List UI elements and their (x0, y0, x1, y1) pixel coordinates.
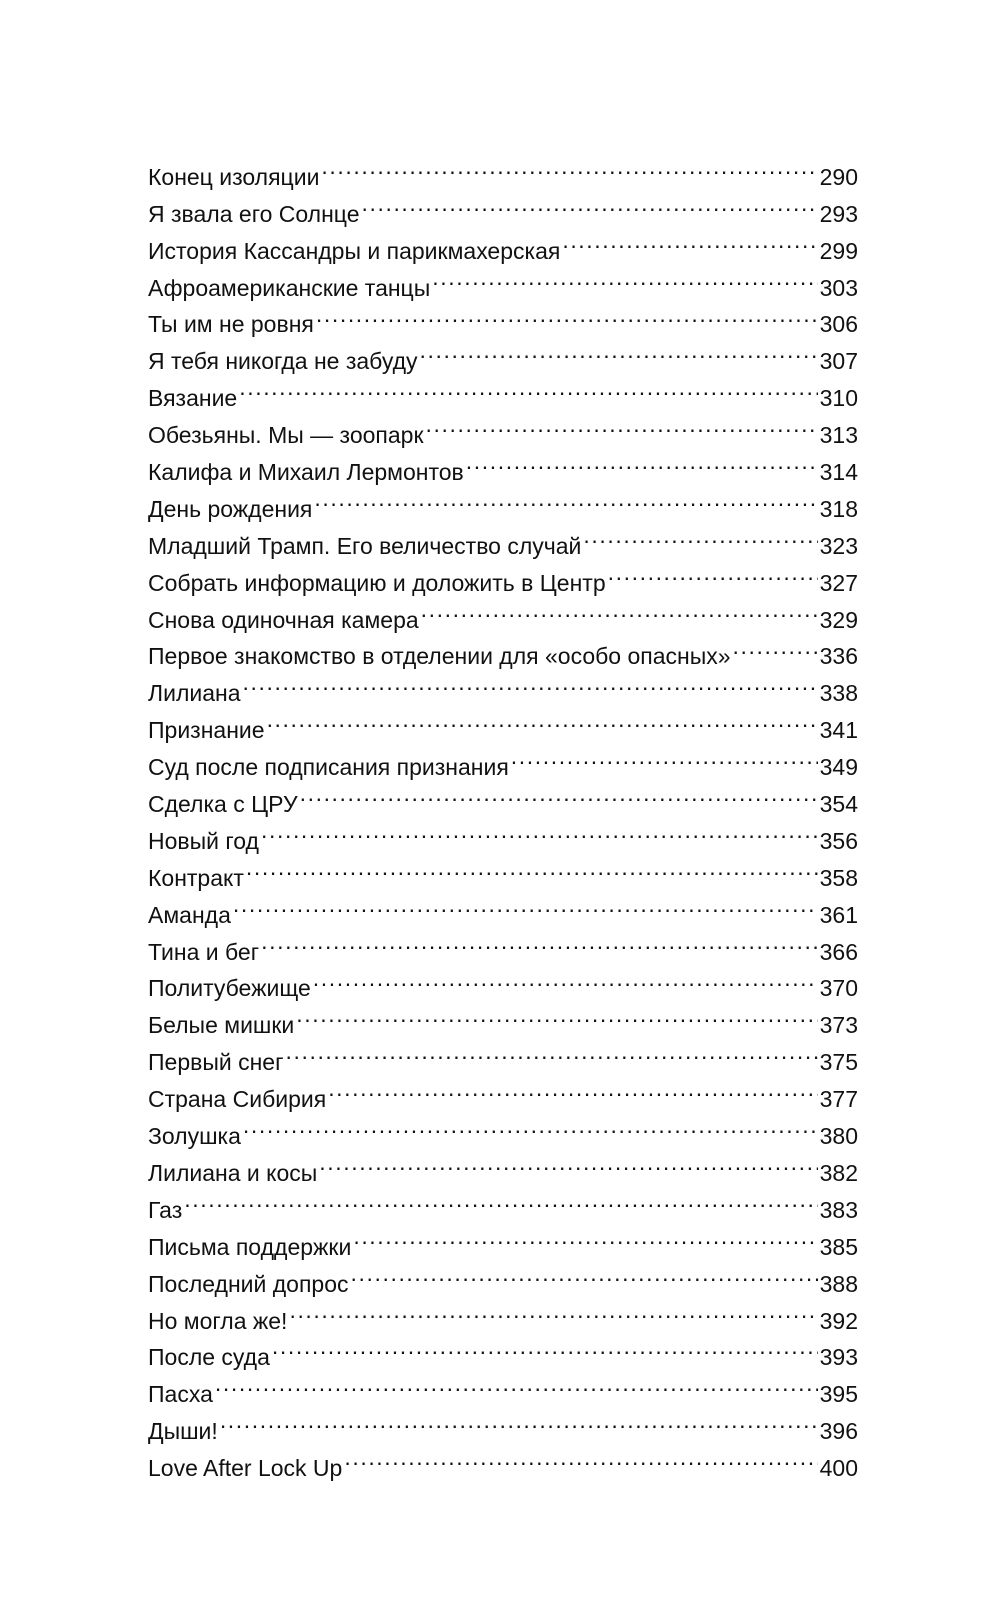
toc-entry-page: 385 (819, 1233, 858, 1260)
toc-entry-title: Пасха (148, 1381, 213, 1408)
dot-leader (608, 554, 818, 591)
toc-entry-title: Первое знакомство в отделении для «особо опасных» (148, 643, 731, 670)
toc-entry (148, 1144, 858, 1186)
toc-entry-title: После суда (148, 1344, 270, 1371)
dot-leader (314, 480, 817, 517)
toc-entry-page: 310 (819, 385, 858, 412)
toc-entry-page: 290 (819, 163, 858, 190)
toc-entry-page: 336 (819, 643, 858, 670)
dot-leader (184, 1181, 817, 1218)
toc-entry-page: 396 (819, 1418, 858, 1445)
toc-entry-title: Но могла же! (148, 1307, 288, 1334)
toc-entry-page: 323 (819, 532, 858, 559)
toc-entry (148, 886, 858, 928)
toc-entry-page: 341 (819, 717, 858, 744)
toc-entry-page: 349 (819, 754, 858, 781)
toc-entry-page: 303 (819, 274, 858, 301)
dot-leader (272, 1329, 818, 1366)
dot-leader (296, 996, 817, 1033)
dot-leader (215, 1365, 818, 1402)
dot-leader (233, 886, 818, 923)
dot-leader (239, 369, 817, 406)
dot-leader (328, 1070, 817, 1107)
dot-leader (562, 222, 817, 259)
dot-leader (316, 296, 818, 333)
toc-entry-page: 307 (819, 348, 858, 375)
toc-entry-page: 306 (819, 311, 858, 338)
dot-leader (583, 517, 817, 554)
dot-leader (267, 701, 818, 738)
toc-entry (148, 369, 858, 412)
toc-entry (148, 1402, 858, 1445)
toc-entry-page: 293 (819, 200, 858, 227)
toc-entry-title: Конец изоляции (148, 163, 320, 190)
toc-entry-title: Сделка с ЦРУ (148, 791, 298, 818)
toc-entry-title: Я звала его Солнце (148, 200, 360, 227)
toc-entry (148, 1439, 858, 1482)
toc-entry-title: Новый год (148, 827, 259, 854)
toc-entry-page: 375 (819, 1049, 858, 1076)
dot-leader (351, 1255, 818, 1292)
toc-entry-title: Love After Lock Up (148, 1455, 343, 1482)
toc-entry-title: Золушка (148, 1123, 241, 1150)
toc-entry-title: История Кассандры и парикмахерская (148, 237, 561, 264)
toc-entry-title: Афроамериканские танцы (148, 274, 431, 301)
toc-entry-title: День рождения (148, 495, 313, 522)
dot-leader (511, 738, 818, 775)
toc-entry-page: 366 (819, 938, 858, 965)
toc-entry (148, 1365, 858, 1408)
toc-entry-page: 358 (819, 864, 858, 891)
toc-entry-page: 354 (819, 791, 858, 818)
dot-leader (313, 960, 818, 997)
toc-entry-page: 299 (819, 237, 858, 264)
toc-entry-title: Газ (148, 1196, 183, 1223)
dot-leader (733, 628, 818, 665)
toc-entry-title: Собрать информацию и доложить в Центр (148, 569, 606, 596)
toc-entry-title: Обезьяны. Мы — зоопарк (148, 422, 424, 449)
toc-entry-title: Лилиана (148, 680, 241, 707)
table-of-contents (148, 148, 858, 1482)
dot-leader (261, 812, 818, 849)
toc-entry-page: 393 (819, 1344, 858, 1371)
dot-leader (246, 849, 818, 886)
dot-leader (285, 1033, 817, 1070)
toc-entry-title: Письма поддержки (148, 1233, 352, 1260)
toc-entry-title: Младший Трамп. Его величество случай (148, 532, 582, 559)
toc-entry-title: Ты им не ровня (148, 311, 314, 338)
dot-leader (300, 775, 818, 812)
dot-leader (319, 1144, 817, 1181)
toc-entry (148, 1218, 858, 1260)
toc-entry-title: Калифа и Михаил Лермонтов (148, 459, 464, 486)
dot-leader (420, 332, 818, 369)
toc-entry (148, 849, 858, 891)
toc-entry-title: Аманда (148, 901, 231, 928)
toc-entry-title: Страна Сибирия (148, 1086, 327, 1113)
toc-entry-page: 329 (819, 606, 858, 633)
dot-leader (466, 443, 818, 480)
toc-entry-title: Первый снег (148, 1049, 284, 1076)
toc-entry-page: 383 (819, 1196, 858, 1223)
toc-entry-page: 400 (819, 1455, 858, 1482)
toc-entry-title: Последний допрос (148, 1270, 349, 1297)
dot-leader (361, 185, 817, 222)
dot-leader (321, 148, 817, 185)
toc-entry (148, 148, 858, 190)
toc-entry (148, 664, 858, 707)
dot-leader (261, 923, 818, 960)
toc-entry-page: 377 (819, 1086, 858, 1113)
toc-entry-page: 327 (819, 569, 858, 596)
dot-leader (243, 664, 818, 701)
toc-entry-title: Дыши! (148, 1418, 218, 1445)
toc-entry-title: Суд после подписания признания (148, 754, 509, 781)
toc-entry-page: 373 (819, 1012, 858, 1039)
toc-entry-page: 395 (819, 1381, 858, 1408)
dot-leader (353, 1218, 817, 1255)
toc-entry-page: 356 (819, 827, 858, 854)
toc-entry (148, 406, 858, 449)
toc-entry-page: 392 (819, 1307, 858, 1334)
dot-leader (344, 1439, 817, 1476)
toc-entry-page: 382 (819, 1159, 858, 1186)
dot-leader (289, 1292, 817, 1329)
dot-leader (220, 1402, 818, 1439)
toc-entry-page: 370 (819, 975, 858, 1002)
toc-entry-page: 338 (819, 680, 858, 707)
toc-entry-page: 313 (819, 422, 858, 449)
toc-entry-title: Признание (148, 717, 265, 744)
toc-entry-title: Вязание (148, 385, 238, 412)
toc-entry-page: 314 (819, 459, 858, 486)
toc-entry-title: Контракт (148, 864, 244, 891)
dot-leader (432, 259, 817, 296)
dot-leader (243, 1107, 818, 1144)
toc-entry-page: 380 (819, 1123, 858, 1150)
toc-entry (148, 923, 858, 965)
toc-entry-page: 361 (819, 901, 858, 928)
toc-entry-title: Тина и бег (148, 938, 260, 965)
dot-leader (426, 406, 818, 443)
toc-entry-title: Снова одиночная камера (148, 606, 419, 633)
toc-entry (148, 1181, 858, 1223)
toc-entry (148, 1107, 858, 1150)
toc-entry-title: Белые мишки (148, 1012, 295, 1039)
toc-entry-title: Политубежище (148, 975, 311, 1002)
toc-entry-page: 318 (819, 495, 858, 522)
toc-entry-title: Лилиана и косы (148, 1159, 318, 1186)
toc-entry (148, 701, 858, 744)
toc-entry-page: 388 (819, 1270, 858, 1297)
dot-leader (421, 591, 818, 628)
toc-entry-title: Я тебя никогда не забуду (148, 348, 418, 375)
